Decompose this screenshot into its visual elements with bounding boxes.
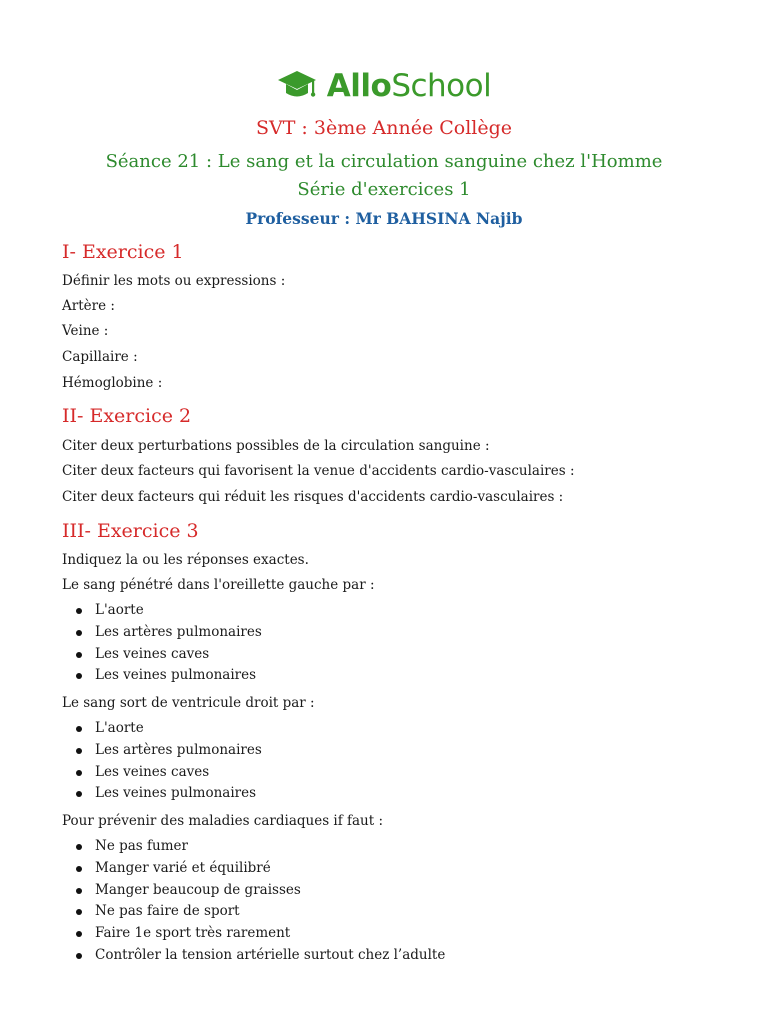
term-line: Capillaire : <box>62 349 138 365</box>
bullet-icon <box>76 844 82 850</box>
question-2-options <box>62 718 262 805</box>
bullet-icon <box>76 888 82 894</box>
option-label: L'aorte <box>95 602 144 618</box>
option-item <box>62 644 262 666</box>
question-line: Citer deux facteurs qui réduit les risques d'accidents cardio-vasculaires : <box>62 489 564 505</box>
bullet-icon <box>76 791 82 797</box>
bullet-icon <box>76 953 82 959</box>
bullet-icon <box>76 909 82 915</box>
bullet-icon <box>76 608 82 614</box>
session-title: Séance 21 : Le sang et la circulation sanguine chez l'Homme <box>105 151 663 172</box>
bullet-icon <box>76 931 82 937</box>
bullet-icon <box>76 866 82 872</box>
option-item <box>62 783 262 805</box>
option-label: Ne pas faire de sport <box>95 903 240 920</box>
bullet-icon <box>76 630 82 636</box>
exercise-1-intro: Définir les mots ou expressions : <box>62 273 286 289</box>
term-line: Hémoglobine : <box>62 375 163 391</box>
option-label: L'aorte <box>95 720 144 736</box>
exercise-3-heading: III- Exercice 3 <box>62 520 199 542</box>
logo-text <box>327 66 491 106</box>
option-item <box>62 858 445 880</box>
option-label: Les veines pulmonaires <box>95 667 257 684</box>
option-label: Manger varié et équilibré <box>95 859 271 876</box>
term-line: Veine : <box>62 323 109 339</box>
option-label: Ne pas fumer <box>95 838 188 854</box>
exercise-3-instruction: Indiquez la ou les réponses exactes. <box>62 552 309 568</box>
option-item <box>62 945 445 967</box>
logo-text-school: School <box>391 68 492 104</box>
question-3-options <box>62 836 445 967</box>
subject-title: SVT : 3ème Année Collège <box>255 117 513 139</box>
graduation-cap-icon <box>277 69 317 103</box>
option-label: Les veines pulmonaires <box>95 785 257 802</box>
option-item <box>62 665 262 687</box>
question-3-text: Pour prévenir des maladies cardiaques if faut : <box>62 813 384 829</box>
exercise-1-heading: I- Exercice 1 <box>62 241 184 263</box>
question-line: Citer deux perturbations possibles de la circulation sanguine : <box>62 438 490 454</box>
option-label: Les veines caves <box>95 763 210 780</box>
option-item <box>62 718 262 740</box>
option-label: Manger beaucoup de graisses <box>95 881 301 898</box>
question-2-text: Le sang sort de ventricule droit par : <box>62 695 315 711</box>
option-item <box>62 901 445 923</box>
bullet-icon <box>76 673 82 679</box>
question-line: Citer deux facteurs qui favorisent la venue d'accidents cardio-vasculaires : <box>62 463 575 479</box>
question-1-options <box>62 600 262 687</box>
bullet-icon <box>76 770 82 776</box>
option-item <box>62 740 262 762</box>
bullet-icon <box>76 726 82 732</box>
option-label: Les artères pulmonaires <box>95 741 262 758</box>
option-label: Contrôler la tension artérielle surtout chez l’adulte <box>95 946 446 963</box>
option-item <box>62 880 445 902</box>
teacher-name: Professeur : Mr BAHSINA Najib <box>245 209 523 228</box>
option-label: Les veines caves <box>95 645 210 662</box>
option-item <box>62 836 445 858</box>
question-1-text: Le sang pénétré dans l'oreillette gauche par : <box>62 577 375 593</box>
term-line: Artère : <box>62 298 115 314</box>
exercise-2-heading: II- Exercice 2 <box>62 405 192 427</box>
series-title: Série d'exercices 1 <box>297 179 471 200</box>
option-label: Les artères pulmonaires <box>95 623 262 640</box>
option-item <box>62 762 262 784</box>
option-item <box>62 600 262 622</box>
option-item <box>62 923 445 945</box>
option-label: Faire 1e sport très rarement <box>95 925 291 942</box>
logo-text-allo: Allo <box>326 68 392 104</box>
bullet-icon <box>76 748 82 754</box>
alloschool-logo[interactable] <box>0 66 768 106</box>
bullet-icon <box>76 652 82 658</box>
option-item <box>62 622 262 644</box>
